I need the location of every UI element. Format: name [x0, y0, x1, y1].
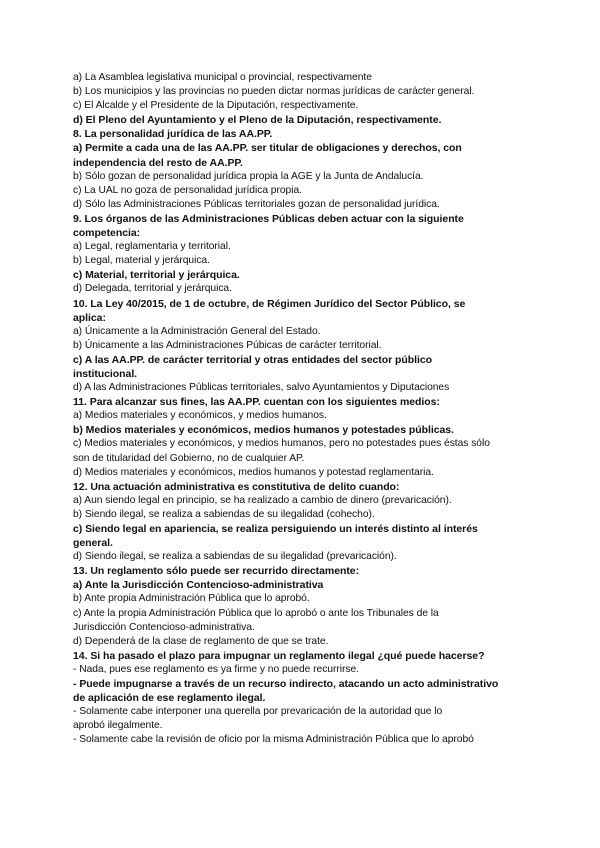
text-line: c) El Alcalde y el Presidente de la Diputación, respectivamente. — [73, 100, 359, 112]
bold-text-line: 13. Un reglamento sólo puede ser recurrido directamente: — [73, 565, 360, 578]
bold-text-line: - Puede impugnarse a través de un recurso indirecto, atacando un acto administrativo — [73, 678, 499, 691]
bold-text-line: b) Medios materiales y económicos, medios humanos y potestades públicas. — [73, 424, 454, 437]
bold-text-line: independencia del resto de AA.PP. — [73, 156, 243, 169]
text-line: - Nada, pues ese reglamento es ya firme y no puede recurrirse. — [73, 663, 359, 675]
bold-text-line: d) El Pleno del Ayuntamiento y el Pleno de la Diputación, respectivamente. — [73, 114, 442, 127]
text-line: b) Sólo gozan de personalidad jurídica propia la AGE y la Junta de Andalucía. — [73, 170, 424, 182]
text-line: d) Siendo ilegal, se realiza a sabiendas de su ilegalidad (prevaricación). — [73, 551, 397, 563]
text-line: b) Únicamente a las Administraciones Púbicas de carácter territorial. — [73, 339, 382, 351]
document-body — [73, 71, 543, 748]
text-line: a) Legal, reglamentaria y territorial. — [73, 241, 231, 253]
text-line: b) Legal, material y jerárquica. — [73, 255, 210, 267]
bold-text-line: institucional. — [73, 367, 138, 380]
text-line: Jurisdicción Contencioso-administrativa. — [73, 621, 255, 633]
bold-text-line: aplica: — [73, 311, 106, 324]
bold-text-line: c) Siendo legal en apariencia, se realiza persiguiendo un interés distinto al interés — [73, 523, 478, 535]
text-line: d) Medios materiales y económicos, medios humanos y potestad reglamentaria. — [73, 466, 434, 478]
text-line: a) Medios materiales y económicos, y medios humanos. — [73, 410, 327, 422]
bold-text-line: a) Permite a cada una de las AA.PP. ser titular de obligaciones y derechos, con — [73, 142, 462, 155]
bold-text-line: c) Material, territorial y jerárquica. — [73, 269, 240, 282]
bold-text-line: c) A las AA.PP. de carácter territorial y otras entidades del sector público — [73, 353, 432, 366]
bold-text-line: 10. La Ley 40/2015, de 1 de octubre, de Régimen Jurídico del Sector Público, se — [73, 297, 466, 310]
text-line: son de titularidad del Gobierno, no de cualquier AP. — [73, 452, 305, 464]
text-line: d) Dependerá de la clase de reglamento de que se trate. — [73, 635, 329, 647]
bold-text-line: competencia: — [73, 227, 141, 240]
text-line: d) Delegada, territorial y jerárquica. — [73, 283, 232, 295]
text-line: c) Medios materiales y económicos, y medios humanos, pero no potestades pues éstas sólo — [73, 438, 490, 450]
text-line: b) Los municipios y las provincias no pueden dictar normas jurídicas de carácter general. — [73, 86, 475, 98]
text-line: a) Aun siendo legal en principio, se ha realizado a cambio de dinero (prevaricación). — [73, 494, 452, 506]
bold-text-line: 8. La personalidad jurídica de las AA.PP. — [73, 128, 273, 141]
text-line: c) La UAL no goza de personalidad jurídica propia. — [73, 184, 302, 196]
bold-text-line: a) Ante la Jurisdicción Contencioso-administrativa — [73, 579, 324, 592]
bold-text-line: de aplicación de ese reglamento ilegal. — [73, 692, 266, 705]
text-line: - Solamente cabe la revisión de oficio por la misma Administración Pública que lo aprobó — [73, 734, 474, 746]
bold-text-line: general. — [73, 537, 113, 550]
text-line: c) Ante la propia Administración Pública que lo aprobó o ante los Tribunales de la — [73, 607, 439, 619]
bold-text-line: 14. Si ha pasado el plazo para impugnar un reglamento ilegal ¿qué puede hacerse? — [73, 649, 485, 662]
text-line: - Solamente cabe interponer una querella por prevaricación de la autoridad que lo — [73, 706, 443, 718]
text-line: b) Ante propia Administración Pública que lo aprobó. — [73, 593, 310, 605]
text-line: a) La Asamblea legislativa municipal o provincial, respectivamente — [73, 72, 372, 83]
bold-text-line: 9. Los órganos de las Administraciones Públicas deben actuar con la siguiente — [73, 212, 464, 225]
text-line: d) A las Administraciones Públicas territoriales, salvo Ayuntamientos y Diputaciones — [73, 382, 450, 394]
text-line: d) Sólo las Administraciones Públicas territoriales gozan de personalidad jurídica. — [73, 198, 440, 210]
bold-text-line: 12. Una actuación administrativa es constitutiva de delito cuando: — [73, 480, 400, 493]
text-line: a) Únicamente a la Administración General del Estado. — [73, 325, 321, 337]
text-line: b) Siendo ilegal, se realiza a sabiendas de su ilegalidad (cohecho). — [73, 508, 375, 520]
text-line: aprobó ilegalmente. — [73, 720, 163, 732]
bold-text-line: 11. Para alcanzar sus fines, las AA.PP. cuentan con los siguientes medios: — [73, 396, 440, 409]
